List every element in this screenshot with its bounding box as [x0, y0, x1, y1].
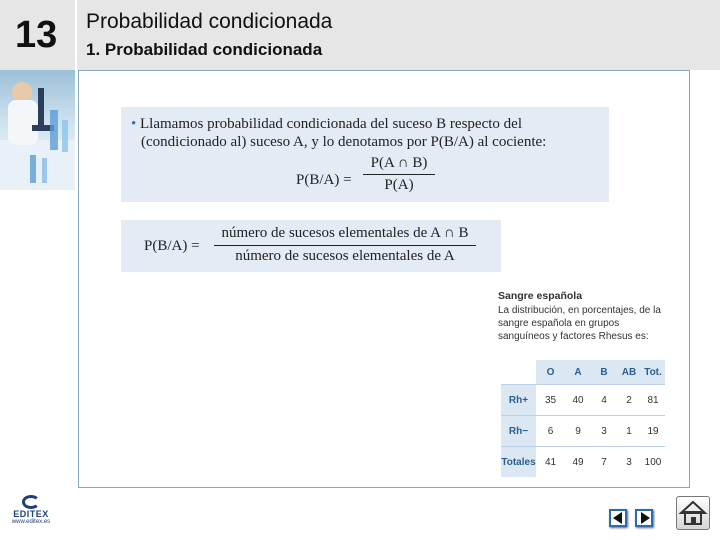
definition-box	[121, 107, 609, 202]
column-header: A	[565, 360, 591, 384]
table-cell: 6	[536, 415, 565, 446]
definition-fraction-bar	[363, 174, 435, 175]
column-header: O	[536, 360, 565, 384]
row-header: Rh+	[501, 384, 536, 415]
sidebar-text: La distribución, en porcentajes, de la sangre española en grupos sanguíneos y factores Rhesus es:	[498, 305, 661, 342]
table-cell: 81	[641, 384, 665, 415]
table-cell: 2	[617, 384, 641, 415]
table-cell: 7	[591, 446, 617, 477]
formula-denominator: número de sucesos elementales de A	[235, 248, 455, 264]
column-header: B	[591, 360, 617, 384]
arrow-left-icon	[613, 512, 622, 524]
previous-button[interactable]	[609, 509, 627, 527]
blood-group-table	[501, 360, 665, 477]
table-cell: 49	[565, 446, 591, 477]
sidebar-note	[498, 290, 673, 343]
table-row	[501, 384, 665, 415]
next-button[interactable]	[635, 509, 653, 527]
logo-name: EDITEX	[13, 509, 49, 519]
definition-denominator: P(A)	[384, 177, 414, 193]
formula-numerator: número de sucesos elementales de A ∩ B	[221, 225, 469, 241]
table-header-row	[501, 360, 665, 384]
table-corner	[501, 360, 536, 384]
table-cell: 3	[591, 415, 617, 446]
logo-url: www.editex.es	[11, 519, 51, 525]
laboratory-photo	[0, 70, 75, 190]
table-cell: 3	[617, 446, 641, 477]
table-cell: 19	[641, 415, 665, 446]
table-cell: 1	[617, 415, 641, 446]
chapter-number: 13	[15, 14, 58, 56]
table-cell: 41	[536, 446, 565, 477]
microscope-scientist-image	[0, 70, 75, 190]
definition-text-block	[131, 115, 601, 151]
editex-logo-icon	[22, 495, 40, 509]
table-cell: 35	[536, 384, 565, 415]
home-icon	[677, 497, 709, 529]
definition-text: Llamamos probabilidad condicionada del suceso B respecto del (condicionado al) suceso A, y lo denotamos por P(B/A) al cociente:	[140, 116, 547, 150]
table-row	[501, 415, 665, 446]
slide-subtitle: 1. Probabilidad condicionada	[86, 40, 323, 59]
header-divider	[75, 0, 77, 70]
slide-header	[0, 0, 720, 70]
table-row	[501, 446, 665, 477]
column-header: Tot.	[641, 360, 665, 384]
column-header: AB	[617, 360, 641, 384]
home-button[interactable]	[676, 496, 710, 530]
definition-lhs: P(B/A) =	[296, 172, 352, 188]
editex-logo	[6, 495, 56, 535]
arrow-right-icon	[641, 512, 650, 524]
table-cell: 9	[565, 415, 591, 446]
formula-box	[121, 220, 501, 272]
formula-lhs: P(B/A) =	[144, 238, 200, 254]
row-header: Rh−	[501, 415, 536, 446]
slide-title: Probabilidad condicionada	[86, 10, 333, 33]
formula-fraction-bar	[214, 245, 476, 246]
definition-numerator: P(A ∩ B)	[370, 155, 428, 171]
table-cell: 40	[565, 384, 591, 415]
row-header: Totales	[501, 446, 536, 477]
table-cell: 4	[591, 384, 617, 415]
sidebar-title: Sangre española	[498, 290, 583, 302]
table-cell: 100	[641, 446, 665, 477]
bullet-icon: •	[131, 116, 137, 132]
